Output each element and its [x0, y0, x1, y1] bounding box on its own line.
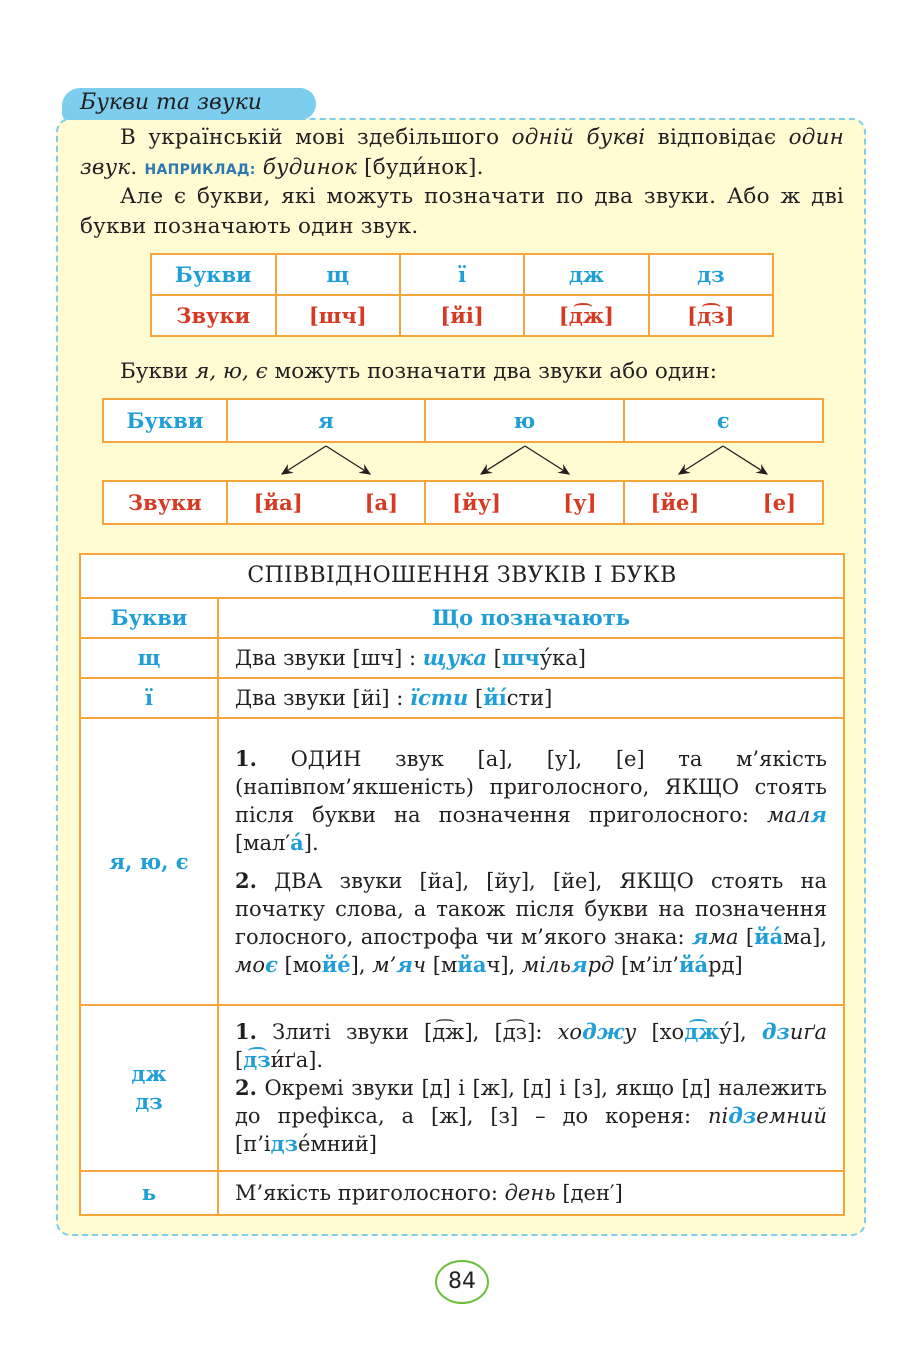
letters-sounds-table — [150, 253, 774, 337]
row-desc-shch: Два звуки [шч] : щука [шчу́ка] — [218, 638, 844, 678]
row-desc-yi: Два звуки [йі] : їсти [йі́сти] — [218, 678, 844, 718]
sound-pair-cell: [йу] [у] — [425, 481, 623, 524]
col-header-meaning: Що позначають — [218, 598, 844, 638]
row-letter-yi: ї — [80, 678, 218, 718]
letters-row-label: Букви — [151, 254, 276, 295]
row-desc-dzh-dz: 1. Злиті звуки [д͡ж], [д͡з]: ходжу [ход͡жу́], дзиґа [д͡зи́ґа]. 2. Окремі звуки [д] і [ж], [д] і [з], якщо [д] належить до префікса, а [ж], [з] – до кореня: підземний [п’ідзе́мний] — [218, 1005, 844, 1171]
row-letter-shch: щ — [80, 638, 218, 678]
sound-cell: [йі] — [400, 295, 524, 336]
sound-cell: [шч] — [276, 295, 400, 336]
sound-pair-cell: [йа] [а] — [227, 481, 425, 524]
letter-cell: щ — [276, 254, 400, 295]
iotated-sounds-label: Звуки — [103, 481, 227, 524]
relation-table — [79, 553, 845, 1216]
iotated-letter-cell: є — [624, 399, 823, 442]
row-letter-soft-sign: ь — [80, 1171, 218, 1215]
letter-cell: ї — [400, 254, 524, 295]
section-title: Букви та звуки — [62, 88, 316, 120]
sound-cell: [д͡ж] — [524, 295, 648, 336]
row-letter-dzh-dz: дж дз — [80, 1005, 218, 1171]
intro-paragraph-1: В українській мові здебільшого одній букві відповідає один звук. НАПРИКЛАД: будинок [буди́нок]. — [80, 125, 844, 180]
row-desc-soft-sign: М’якість приголосного: день [ден′] — [218, 1171, 844, 1215]
iotated-sounds-table — [102, 480, 824, 525]
example-label: НАПРИКЛАД: — [144, 162, 256, 178]
branch-arrows — [102, 441, 824, 480]
letter-cell: дж — [524, 254, 648, 295]
intro-paragraph-2: Але є букви, які можуть позначати по два звуки. Або ж дві букви позначають один звук. — [80, 184, 844, 239]
col-header-letters: Букви — [80, 598, 218, 638]
sound-cell: [д͡з] — [649, 295, 773, 336]
iotated-letters-table — [102, 398, 824, 443]
iotated-letters-label: Букви — [103, 399, 227, 442]
iotated-letter-cell: ю — [425, 399, 623, 442]
relation-table-title: СПІВВІДНОШЕННЯ ЗВУКІВ І БУКВ — [80, 554, 844, 598]
row-desc-iotated: 1. ОДИН звук [а], [у], [е] та м’якість (напівпом’якшеність) приголосного, ЯКЩО стоять після букви на позначення приголосного: маля [мал′а́]. 2. ДВА звуки [йа], [йу], [йе], ЯКЩО стоять на початку слова, а також після букви на позначення голосного, апострофа чи м’якого знака: яма [йа́ма], моє [мойе́], м’яч [мйач], мільярд [м’іл’йа́рд] — [218, 718, 844, 1005]
sound-pair-cell: [йе] [е] — [624, 481, 823, 524]
letter-cell: дз — [649, 254, 773, 295]
iotated-intro: Букви я, ю, є можуть позначати два звуки або один: — [120, 359, 718, 384]
iotated-letter-cell: я — [227, 399, 425, 442]
page-number: 84 — [435, 1260, 489, 1304]
sounds-row-label: Звуки — [151, 295, 276, 336]
row-letter-iotated: я, ю, є — [80, 718, 218, 1005]
